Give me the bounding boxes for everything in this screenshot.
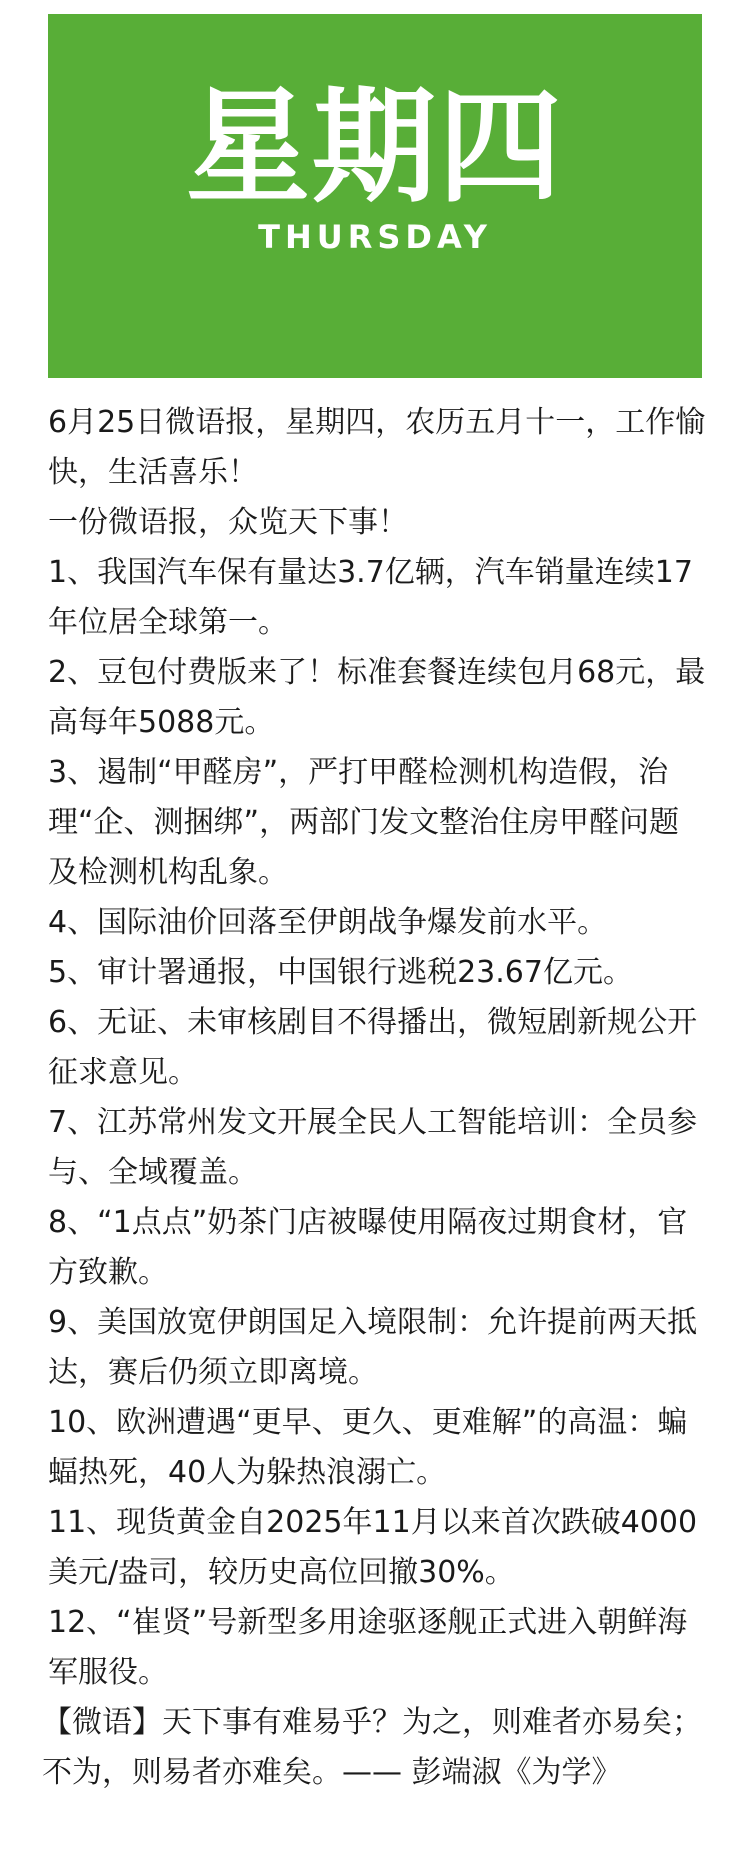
news-item: 2、豆包付费版来了！标准套餐连续包月68元，最高每年5088元。 <box>48 655 706 740</box>
intro-line: 6月25日微语报，星期四，农历五月十一，工作愉快，生活喜乐！ <box>48 405 706 490</box>
news-item: 9、美国放宽伊朗国足入境限制：允许提前两天抵达，赛后仍须立即离境。 <box>48 1305 698 1390</box>
header-banner <box>48 14 702 378</box>
news-item: 10、欧洲遭遇“更早、更久、更难解”的高温：蝙蝠热死，40人为躲热浪溺亡。 <box>48 1405 688 1490</box>
news-item: 8、“1点点”奶茶门店被曝使用隔夜过期食材，官方致歉。 <box>48 1205 688 1290</box>
article-body <box>42 398 708 1798</box>
news-item: 7、江苏常州发文开展全民人工智能培训：全员参与、全域覆盖。 <box>48 1105 698 1190</box>
banner-subtitle: THURSDAY <box>258 218 492 256</box>
banner-title: 星期四 <box>185 76 564 220</box>
intro-line: 一份微语报，众览天下事！ <box>48 505 408 540</box>
news-item: 1、我国汽车保有量达3.7亿辆，汽车销量连续17年位居全球第一。 <box>48 555 693 640</box>
news-item: 12、“崔贤”号新型多用途驱逐舰正式进入朝鲜海军服役。 <box>48 1605 688 1690</box>
news-item: 6、无证、未审核剧目不得播出，微短剧新规公开征求意见。 <box>48 1005 698 1090</box>
news-item: 4、国际油价回落至伊朗战争爆发前水平。 <box>48 905 608 940</box>
news-item: 3、遏制“甲醛房”，严打甲醛检测机构造假，治理“企、测捆绑”，两部门发文整治住房甲醛问题及检测机构乱象。 <box>48 755 680 890</box>
news-item: 5、审计署通报，中国银行逃税23.67亿元。 <box>48 955 633 990</box>
news-item: 11、现货黄金自2025年11月以来首次跌破4000美元/盎司，较历史高位回撤30%。 <box>48 1505 698 1590</box>
daily-quote: 【微语】天下事有难易乎？为之，则难者亦易矣；不为，则易者亦难矣。—— 彭端淑《为学》 <box>42 1705 702 1790</box>
